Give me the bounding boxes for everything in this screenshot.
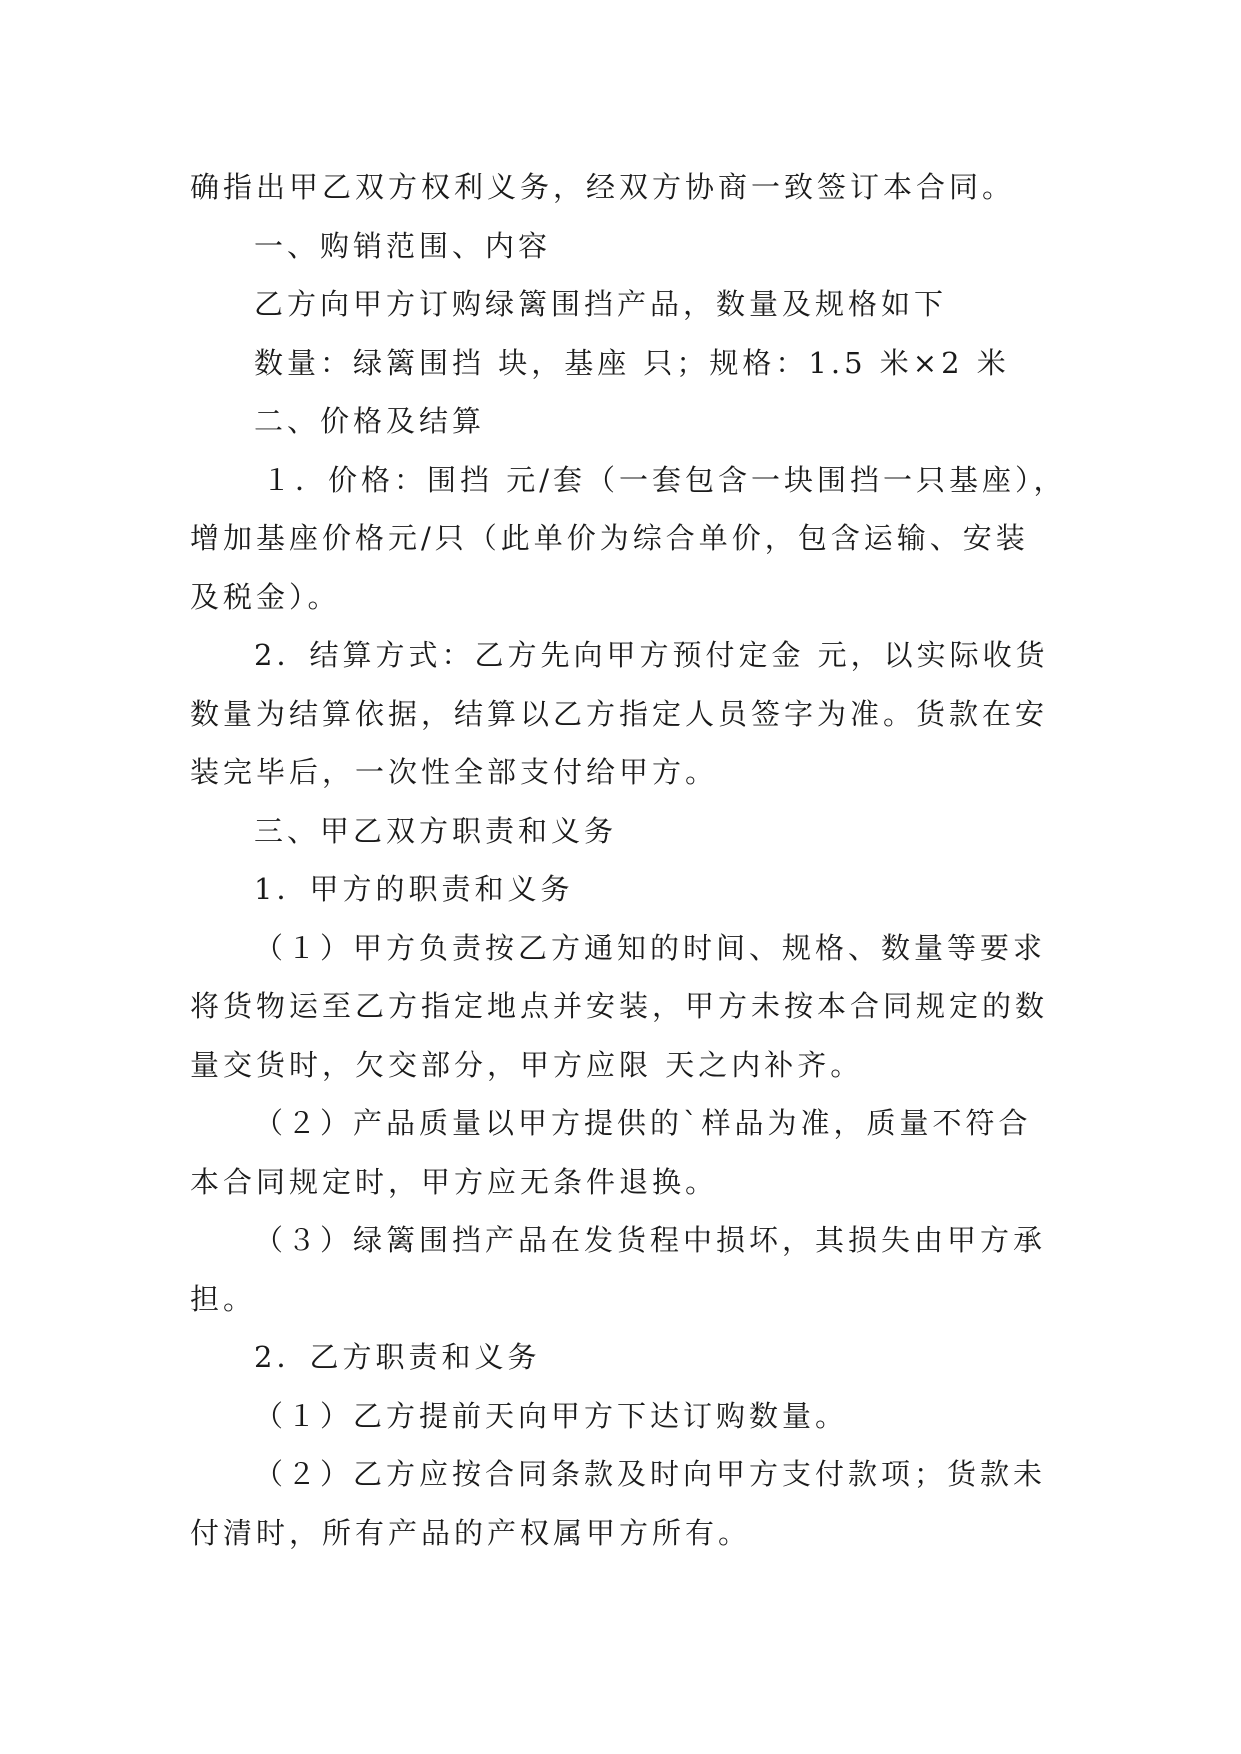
paragraph-line: 本合同规定时，甲方应无条件退换。 [190, 1164, 719, 1199]
section-heading: 一、购销范围、内容 [254, 228, 552, 263]
paragraph-line: （２）乙方应按合同条款及时向甲方支付款项；货款未 [254, 1457, 1047, 1491]
subsection-heading: 1．甲方的职责和义务 [254, 872, 574, 906]
paragraph-line: 确指出甲乙双方权利义务，经双方协商一致签订本合同。 [190, 170, 1016, 204]
paragraph-line: 数量：绿篱围挡 块，基座 只；规格：1.5 米×2 米 [254, 345, 1010, 380]
paragraph-line: 付清时，所有产品的产权属甲方所有。 [190, 1515, 752, 1550]
paragraph-line: １．价格：围挡 元/套（一套包含一块围挡一只基座）， [262, 462, 1067, 497]
paragraph-line: 乙方向甲方订购绿篱围挡产品，数量及规格如下 [254, 287, 948, 321]
paragraph-line: （１）甲方负责按乙方通知的时间、规格、数量等要求 [254, 930, 1047, 965]
paragraph-line: 担。 [190, 1281, 257, 1316]
paragraph-line: 将货物运至乙方指定地点并安装，甲方未按本合同规定的数 [190, 989, 1049, 1023]
paragraph-line: （３）绿篱围挡产品在发货程中损坏，其损失由甲方承 [254, 1223, 1047, 1257]
paragraph-line: 数量为结算依据，结算以乙方指定人员签字为准。货款在安 [190, 696, 1049, 731]
section-heading: 二、价格及结算 [254, 404, 486, 438]
section-heading: 三、甲乙双方职责和义务 [254, 813, 618, 848]
paragraph-line: 增加基座价格元/只（此单价为综合单价，包含运输、安装 [190, 521, 1029, 555]
paragraph-line: 及税金）。 [190, 579, 341, 614]
paragraph-line: 量交货时，欠交部分，甲方应限 天之内补齐。 [190, 1047, 864, 1082]
paragraph-line: （２）产品质量以甲方提供的`样品为准，质量不符合 [254, 1106, 1032, 1140]
paragraph-line: 2．结算方式：乙方先向甲方预付定金 元，以实际收货 [254, 638, 1049, 672]
paragraph-line: 装完毕后，一次性全部支付给甲方。 [190, 755, 719, 789]
contract-body [190, 158, 1070, 1562]
subsection-heading: 2．乙方职责和义务 [254, 1340, 541, 1374]
paragraph-line: （１）乙方提前天向甲方下达订购数量。 [254, 1398, 849, 1433]
